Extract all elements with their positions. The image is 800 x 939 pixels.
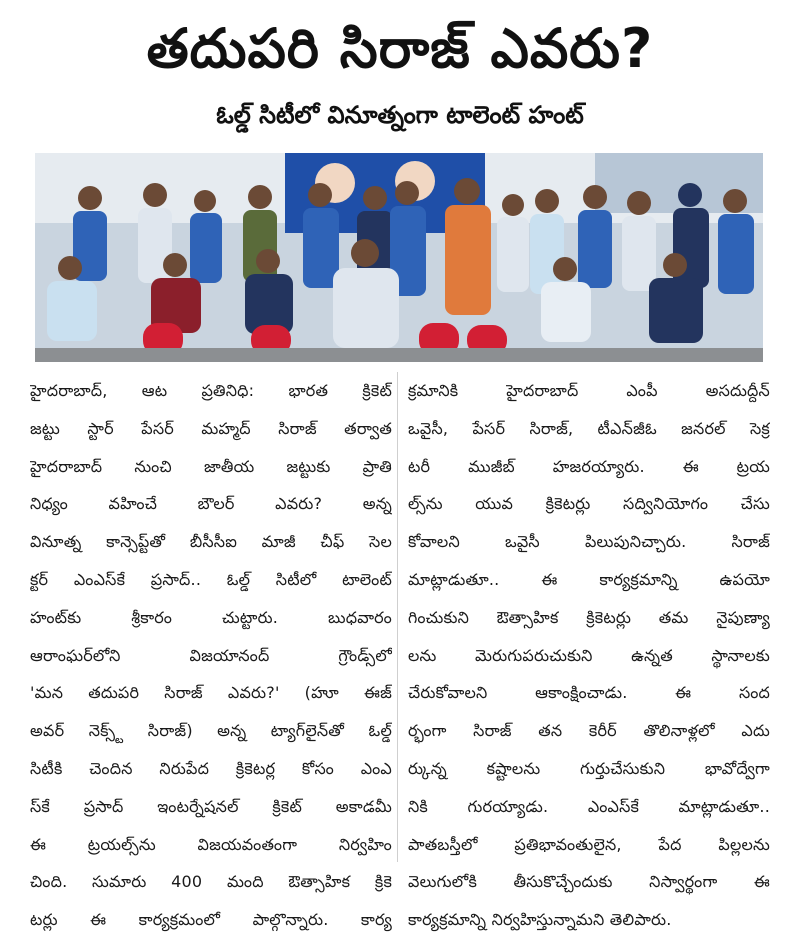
news-photo [35, 153, 763, 362]
column-divider [397, 372, 398, 862]
text-line: మాట్లాడుతూ.. ఈ కార్యక్రమాన్ని ఉపయో [408, 569, 770, 589]
text-line: ర్కున్న కష్టాలను గుర్తుచేసుకుని భావోద్వేగా [408, 758, 770, 778]
text-line: గించుకుని ఔత్సాహిక క్రికెటర్లు తమ నైపుణ్యా [408, 607, 770, 627]
photo-illustration [35, 153, 763, 362]
text-line: పాతబస్తీలో ప్రతిభావంతులైన, పేద పిల్లలను [408, 834, 770, 854]
text-line: టరీ ముజీబ్ హజరయ్యారు. ఈ ట్రయ [408, 456, 770, 476]
text-line: అవర్ నెక్స్ట్ సిరాజ్) అన్న ట్యాగ్‌లైన్‌తో ఓల్డ్ [30, 721, 392, 741]
text-line: కార్యక్రమాన్ని నిర్వహిస్తున్నామని తెలిపారు. [408, 910, 672, 930]
text-line: నిధ్యం వహించే బౌలర్ ఎవరు? అన్న [30, 494, 392, 514]
text-line: స్‌కే ప్రసాద్ ఇంటర్నేషనల్ క్రికెట్ అకాడమీ [30, 796, 392, 816]
headline: తదుపరి సిరాజ్ ఎవరు? [146, 17, 654, 80]
text-line: చింది. సుమారు 400 మంది ఔత్సాహిక క్రికె [30, 872, 392, 892]
text-line: 'మన తదుపరి సిరాజ్ ఎవరు?' (హూ ఈజ్ [30, 683, 392, 703]
text-line: చేరుకోవాలని ఆకాంక్షించాడు. ఈ సంద [408, 683, 770, 703]
text-line: హైదరాబాద్, ఆట ప్రతినిధి: భారత క్రికెట్ [30, 381, 392, 400]
text-line: క్రమానికి హైదరాబాద్ ఎంపీ అసదుద్దీన్ [408, 381, 770, 400]
text-line: జట్టు స్టార్ పేసర్ మహ్మద్ సిరాజ్ తర్వాత [30, 418, 392, 438]
text-line: హంట్‌కు శ్రీకారం చుట్టారు. బుధవారం [30, 607, 392, 627]
text-line: వెలుగులోకి తీసుకొచ్చేందుకు నిస్వార్థంగా ఈ [408, 872, 770, 892]
text-line: టర్లు ఈ కార్యక్రమంలో పాల్గొన్నారు. కార్య [30, 910, 392, 930]
text-line: ఒవైసీ, పేసర్ సిరాజ్, టీఎన్‌జీఓ జనరల్ సెక్ర [408, 418, 770, 438]
text-line: నికి గురయ్యాడు. ఎంఎస్‌కే మాట్లాడుతూ.. [408, 796, 770, 816]
text-line: కోవాలని ఒవైసీ పిలుపునిచ్చారు. సిరాజ్ [408, 532, 770, 552]
text-line: ల్స్‌ను యువ క్రికెటర్లు సద్వినియోగం చేసు [408, 494, 770, 514]
text-line: క్టర్ ఎంఎస్‌కే ప్రసాద్.. ఓల్డ్ సిటీలో టాలెంట్ [30, 569, 392, 589]
text-line: ర్భంగా సిరాజ్ తన కెరీర్ తొలినాళ్లలో ఎదు [408, 721, 770, 741]
text-line: ఆరాంఘర్‌లోని విజయానంద్ గ్రౌండ్స్‌లో [30, 645, 392, 665]
text-line: లను మెరుగుపరుచుకుని ఉన్నత స్థానాలకు [408, 645, 770, 665]
text-line: ఈ ట్రయల్స్‌ను విజయవంతంగా నిర్వహిం [30, 834, 392, 854]
article-column-right [408, 372, 770, 939]
article-column-left [30, 372, 392, 939]
text-line: వినూత్న కాన్సెప్ట్‌తో బీసీసీఐ మాజీ చీఫ్ సెల [30, 532, 392, 552]
text-line: సిటీకి చెందిన నిరుపేద క్రికెటర్ల కోసం ఎంఎ [30, 758, 392, 778]
text-line: హైదరాబాద్ నుంచి జాతీయ జట్టుకు ప్రాతి [30, 456, 392, 476]
subheadline: ఓల్డ్ సిటీలో వినూత్నంగా టాలెంట్ హంట్ [216, 101, 584, 129]
